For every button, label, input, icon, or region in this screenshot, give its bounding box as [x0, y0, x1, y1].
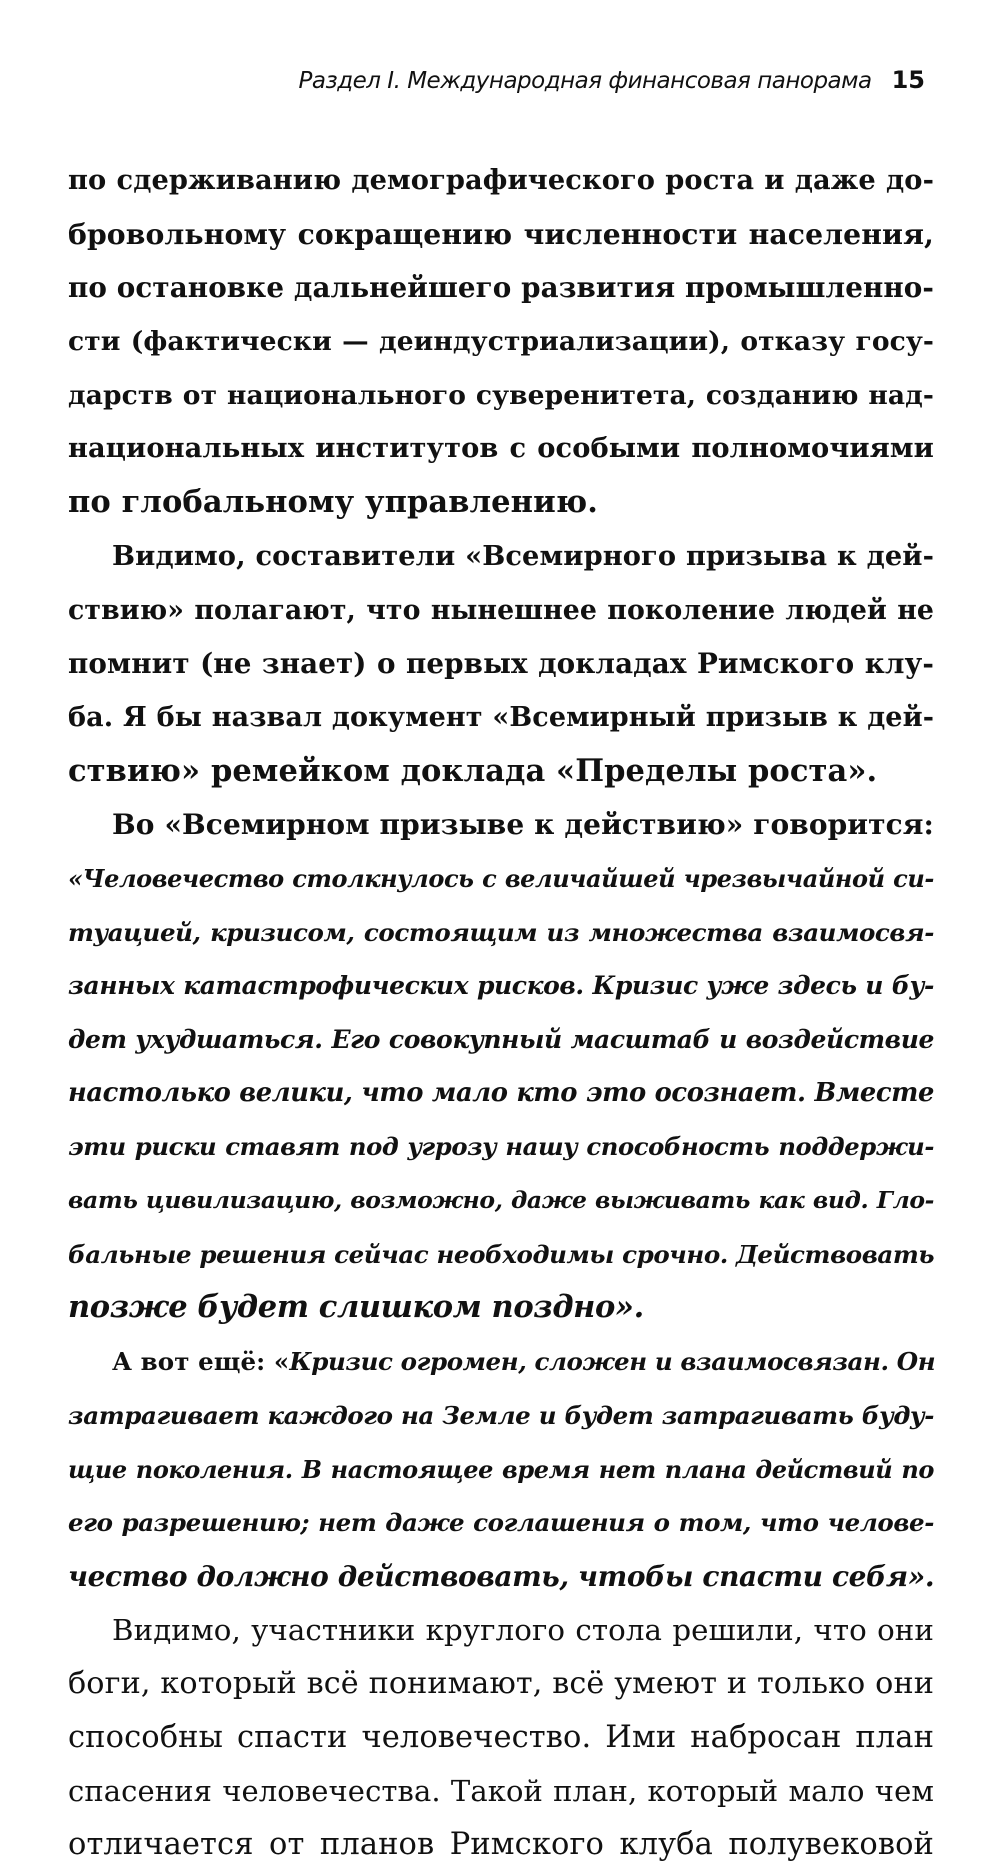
- quote-line: его разрешению; нет даже соглашения о том, что челове-: [68, 1508, 934, 1538]
- text-line: ба. Я бы назвал документ «Всемирный призыв к дей-: [68, 701, 934, 733]
- quote-line: туацией, кризисом, состоящим из множества взаимосвя-: [68, 917, 934, 947]
- quote-line: эти риски ставят под угрозу нашу способность поддержи-: [68, 1132, 934, 1162]
- text-line: Видимо, участники круглого стола решили, что они: [112, 1612, 934, 1647]
- text-line: по глобальному управлению.: [68, 484, 598, 521]
- text-line: Во «Всемирном призыве к действию» говорится:: [112, 808, 934, 842]
- text-line: бровольному сокращению численности населения,: [68, 216, 934, 251]
- text-line: национальных институтов с особыми полномочиями: [68, 432, 934, 465]
- text-line: отличается от планов Римского клуба полувековой: [68, 1827, 934, 1863]
- text-line: помнит (не знает) о первых докладах Римского клу-: [68, 647, 934, 681]
- section-title: Раздел I. Международная финансовая панорама: [298, 68, 872, 94]
- quote-line: бальные решения сейчас необходимы срочно. Действовать: [68, 1239, 935, 1269]
- quote-line: «Человечество столкнулось с величайшей чрезвычайной си-: [68, 863, 934, 893]
- text-line: ствию» ремейком доклада «Пределы роста».: [68, 752, 878, 789]
- quote-line: вать цивилизацию, возможно, даже выживать как вид. Гло-: [68, 1186, 934, 1215]
- quote-line: чество должно действовать, чтобы спасти себя».: [68, 1559, 935, 1593]
- text-line: по сдерживанию демографического роста и даже до-: [68, 164, 934, 196]
- text-line: по остановке дальнейшего развития промышленно-: [68, 271, 934, 305]
- text-line: сти (фактически — деиндустриализации), отказу госу-: [68, 326, 934, 358]
- quote-start: Кризис огромен, сложен и взаимосвязан. Он: [289, 1347, 936, 1377]
- text-line: дарств от национального суверенитета, созданию над-: [68, 379, 934, 411]
- quote-line: настолько велики, что мало кто это осознает. Вместе: [68, 1077, 934, 1108]
- text-line: ствию» полагают, что нынешнее поколение людей не: [68, 594, 934, 626]
- body-text: [68, 154, 934, 1872]
- quote-line: занных катастрофических рисков. Кризис уже здесь и бу-: [68, 971, 934, 1001]
- text-line: [68, 1335, 934, 1389]
- text-line: Видимо, составители «Всемирного призыва к дей-: [112, 539, 934, 572]
- text-line: способны спасти человечество. Ими набросан план: [68, 1719, 934, 1755]
- quote-line: затрагивает каждого на Земле и будет затрагивать буду-: [68, 1400, 934, 1430]
- text-line: спасения человечества. Такой план, который мало чем: [68, 1773, 934, 1808]
- page-number: 15: [891, 66, 925, 94]
- quote-lead-in: А вот ещё: «: [112, 1347, 290, 1377]
- text-line: боги, который всё понимают, всё умеют и только они: [68, 1666, 934, 1702]
- quote-line: позже будет слишком поздно».: [68, 1289, 644, 1326]
- quote-line: щие поколения. В настоящее время нет плана действий по: [68, 1454, 934, 1484]
- quote-line: дет ухудшаться. Его совокупный масштаб и воздействие: [68, 1025, 934, 1054]
- running-header: [299, 66, 925, 94]
